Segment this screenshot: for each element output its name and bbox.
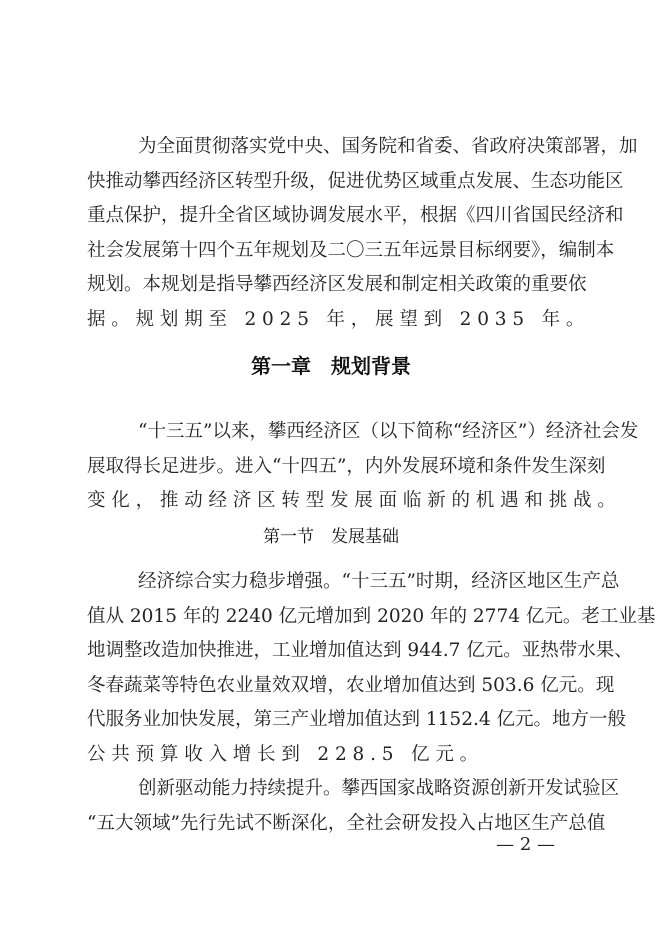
text-line: 冬春蔬菜等特色农业量效双增，农业增加值达到 503.6 亿元。现 bbox=[87, 674, 615, 696]
text-line: 展取得长足进步。进入“十四五”，内外发展环境和条件发生深刻 bbox=[87, 455, 606, 477]
intro-paragraph bbox=[87, 130, 638, 338]
chapter-intro-paragraph bbox=[87, 415, 639, 519]
text-line: “五大领域”先行先试不断深化，全社会研发投入占地区生产总值 bbox=[87, 812, 606, 834]
text-line: 地调整改造加快推进，工业增加值达到 944.7 亿元。亚热带水果、 bbox=[87, 640, 633, 662]
text-line: 公共预算收入增长到 228.5 亿元。 bbox=[87, 743, 484, 765]
text-line: 值从 2015 年的 2240 亿元增加到 2020 年的 2774 亿元。老工业基 bbox=[87, 605, 656, 627]
page-number: — 2 — bbox=[496, 834, 555, 855]
text-line: 据。规划期至 2025 年，展望到 2035 年。 bbox=[87, 308, 591, 330]
text-line: 经济综合实力稳步增强。“十三五”时期，经济区地区生产总 bbox=[138, 571, 620, 592]
economy-paragraph bbox=[87, 565, 656, 773]
text-line: 规划。本规划是指导攀西经济区发展和制定相关政策的重要依 bbox=[87, 274, 587, 296]
text-line: 社会发展第十四个五年规划及二〇三五年远景目标纲要》，编制本 bbox=[87, 239, 615, 261]
chapter-title: 第一章 规划背景 bbox=[251, 354, 411, 378]
innovation-paragraph bbox=[87, 772, 620, 841]
text-line: 快推动攀西经济区转型升级，促进优势区域重点发展、生态功能区 bbox=[87, 170, 624, 192]
section-title: 第一节 发展基础 bbox=[263, 527, 399, 547]
text-line: “十三五”以来，攀西经济区（以下简称“经济区”）经济社会发 bbox=[138, 421, 639, 442]
text-line: 创新驱动能力持续提升。攀西国家战略资源创新开发试验区 bbox=[138, 778, 620, 799]
text-line: 变化，推动经济区转型发展面临新的机遇和挑战。 bbox=[87, 490, 622, 512]
text-line: 代服务业加快发展，第三产业增加值达到 1152.4 亿元。地方一般 bbox=[87, 709, 626, 731]
text-line: 重点保护，提升全省区域协调发展水平，根据《四川省国民经济和 bbox=[87, 205, 624, 227]
text-line: 为全面贯彻落实党中央、国务院和省委、省政府决策部署，加 bbox=[138, 136, 638, 157]
